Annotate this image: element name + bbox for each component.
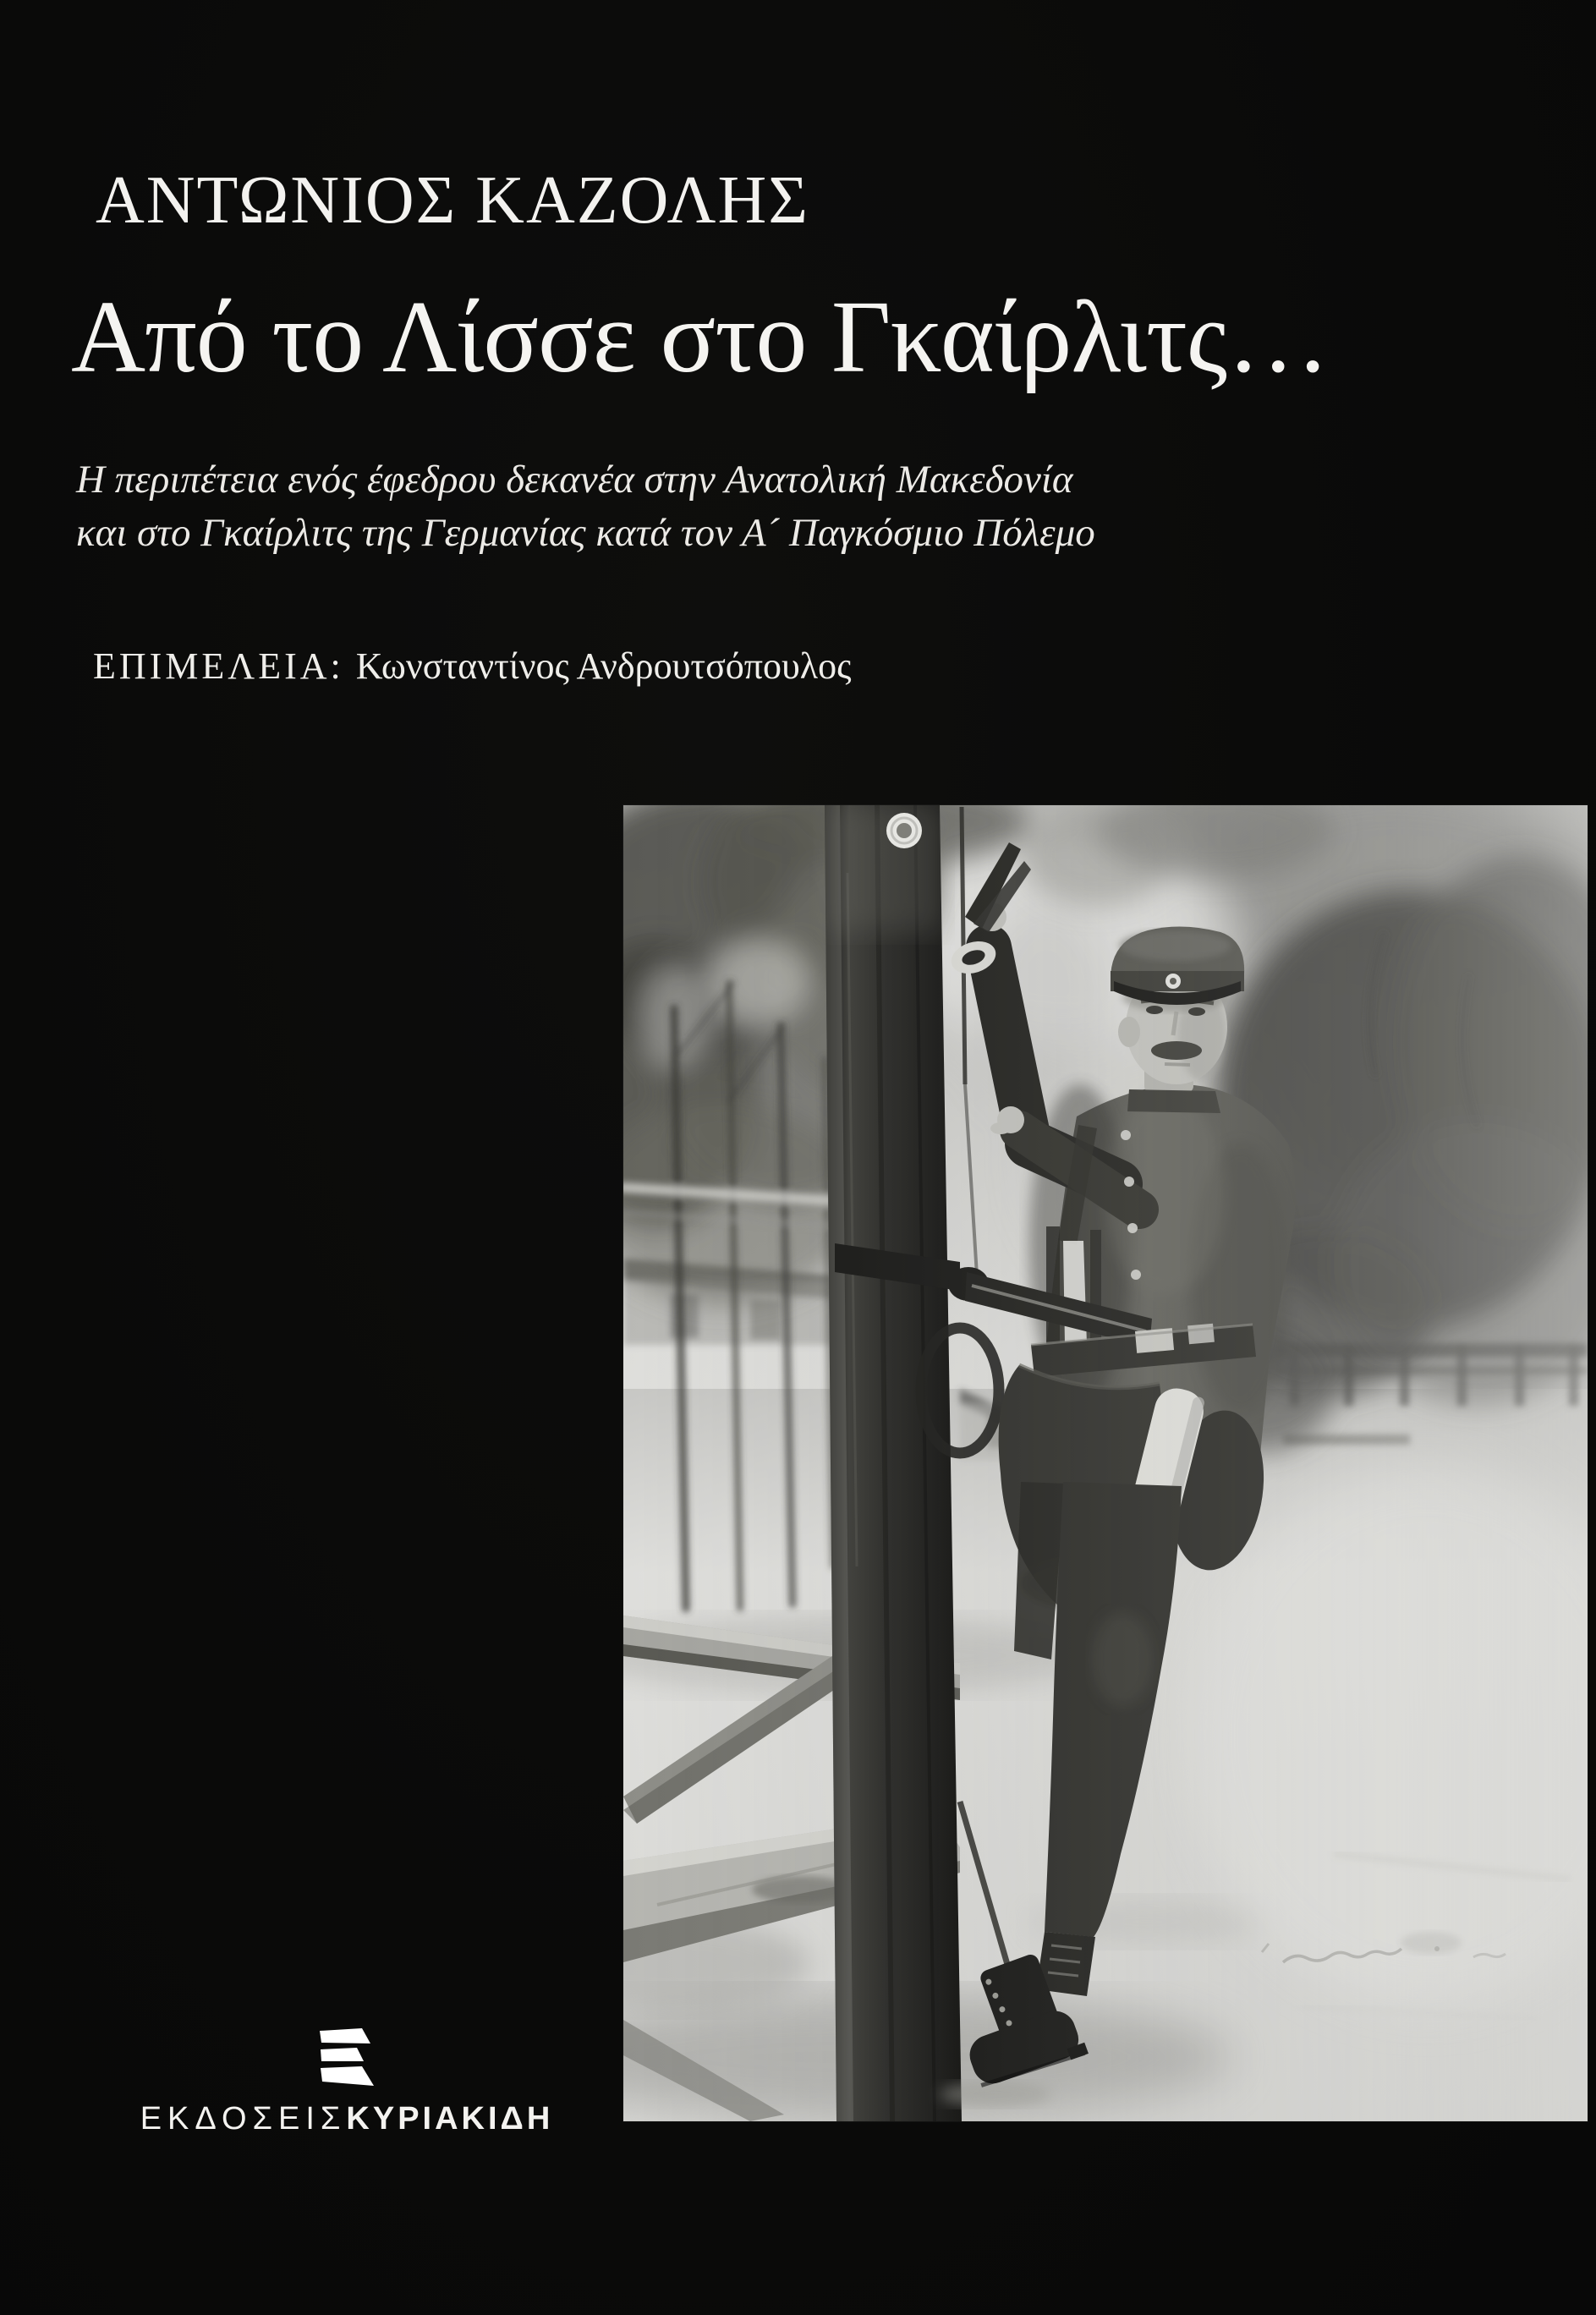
editor-credit	[93, 645, 852, 687]
photo-haze-overlay	[623, 805, 1588, 2121]
cover-photo	[623, 805, 1588, 2121]
publisher-xi-mark-icon	[319, 2028, 375, 2086]
subtitle-line-2: και στο Γκαίρλιτς της Γερμανίας κατά τον Α´ Παγκόσμιο Πόλεμο	[76, 511, 1095, 555]
publisher-name	[140, 2103, 554, 2135]
editor-name: Κωνσταντίνος Ανδρουτσόπουλος	[355, 645, 852, 687]
author-name: ΑΝΤΩΝΙΟΣ ΚΑΖΟΛΗΣ	[96, 163, 809, 238]
publisher-main-name: ΚΥΡΙΑΚΙΔΗ	[346, 2101, 554, 2137]
subtitle-line-1: Η περιπέτεια ενός έφεδρου δεκανέα στην Ανατολική Μακεδονία	[76, 458, 1073, 502]
publisher-prefix: ΕΚΔΟΣΕΙΣ	[140, 2101, 347, 2137]
book-subtitle	[76, 453, 1095, 560]
book-title: Από το Λίσσε στο Γκαίρλιτς…	[71, 280, 1330, 394]
editor-label: ΕΠΙΜΕΛΕΙΑ:	[93, 645, 344, 687]
publisher-logo	[85, 2028, 609, 2135]
